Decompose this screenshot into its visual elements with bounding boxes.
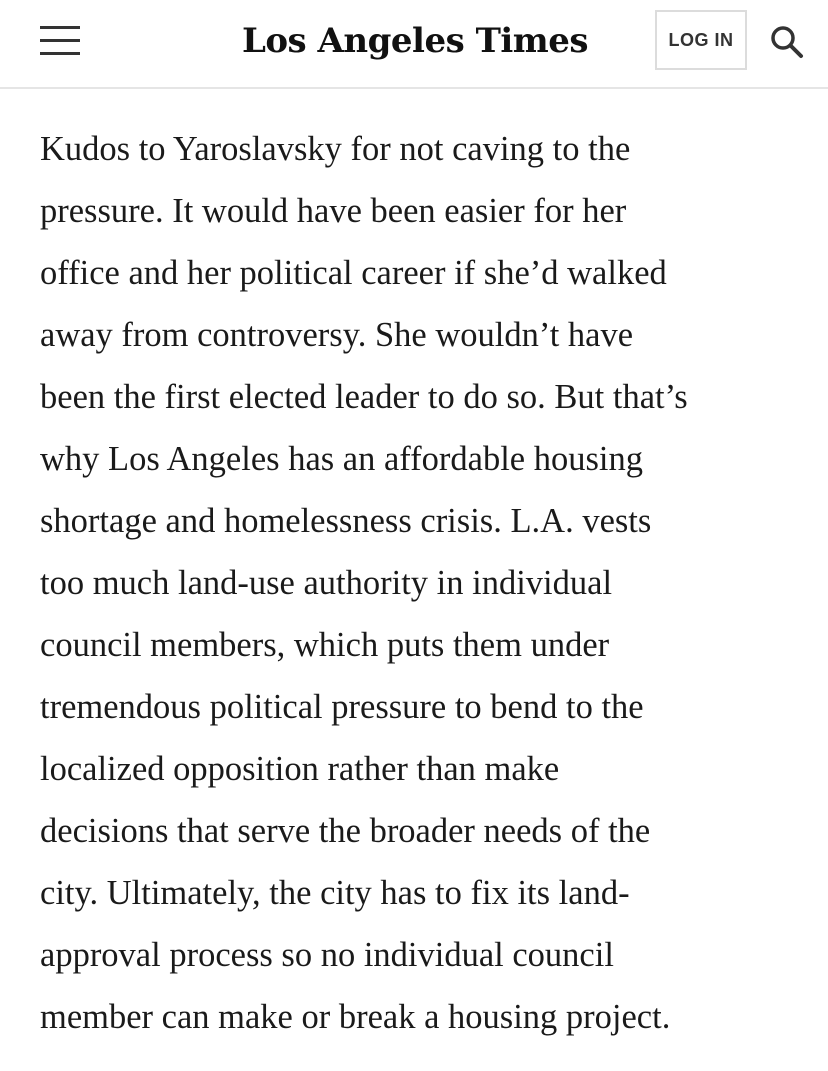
text-line: pressure. It would have been easier for her xyxy=(40,192,627,230)
text-line: tremendous political pressure to bend to the xyxy=(40,688,644,726)
hamburger-menu-icon[interactable] xyxy=(40,26,80,56)
login-button[interactable]: LOG IN xyxy=(655,10,747,70)
text-line: why Los Angeles has an affordable housing xyxy=(40,440,643,478)
text-line: city. Ultimately, the city has to fix its land- xyxy=(40,874,630,912)
article-body xyxy=(40,118,800,1048)
text-line: away from controversy. She wouldn’t have xyxy=(40,316,634,354)
text-line: council members, which puts them under xyxy=(40,626,610,664)
text-line: shortage and homelessness crisis. L.A. vests xyxy=(40,502,652,540)
menu-bar-middle xyxy=(40,39,80,42)
article-paragraph xyxy=(40,118,800,1048)
text-line: decisions that serve the broader needs of the xyxy=(40,812,651,850)
text-line: been the first elected leader to do so. But that’s xyxy=(40,378,688,416)
menu-bar-top xyxy=(40,26,80,29)
site-header xyxy=(0,0,828,89)
text-line: Kudos to Yaroslavsky for not caving to the xyxy=(40,130,631,168)
text-line: office and her political career if she’d walked xyxy=(40,254,667,292)
text-line: too much land-use authority in individual xyxy=(40,564,613,602)
site-logo[interactable]: Los Angeles Times xyxy=(241,21,589,61)
text-line: approval process so no individual council xyxy=(40,936,614,974)
text-line: localized opposition rather than make xyxy=(40,750,560,788)
menu-bar-bottom xyxy=(40,52,80,55)
search-icon[interactable] xyxy=(770,25,804,59)
text-line: member can make or break a housing project. xyxy=(40,998,671,1036)
